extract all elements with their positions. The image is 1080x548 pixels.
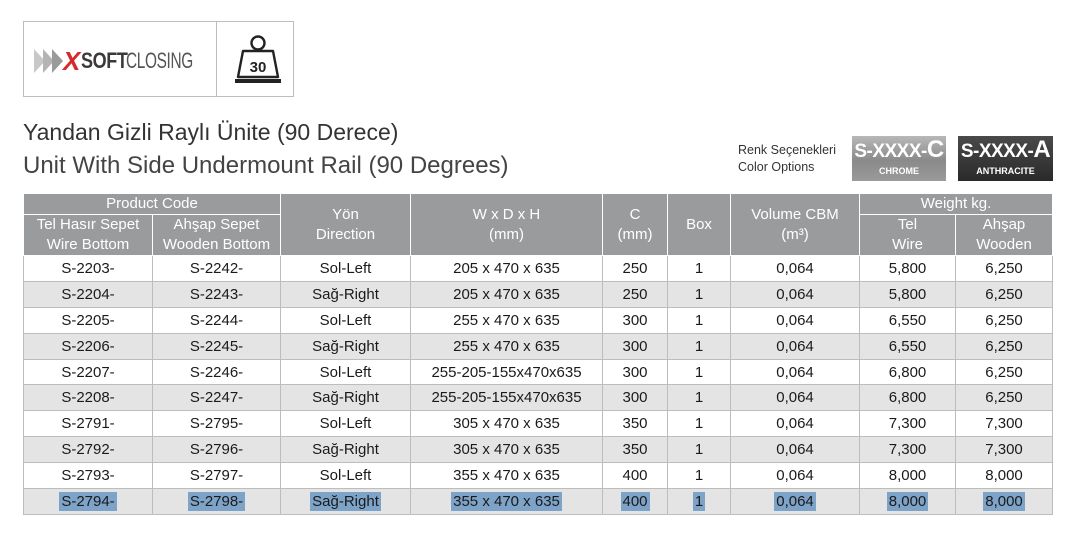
anthracite-swatch xyxy=(958,136,1053,181)
cell-c: 250 xyxy=(603,256,668,282)
cell-weight-wire: 6,550 xyxy=(860,333,956,359)
cell-direction: Sol-Left xyxy=(281,411,411,437)
cell-weight-wire: 8,000 xyxy=(860,463,956,489)
cell-wood-code: S-2246- xyxy=(153,359,281,385)
cell-volume: 0,064 xyxy=(731,411,860,437)
chrome-code-suffix: C xyxy=(926,136,944,163)
chrome-code-prefix: S-XXXX- xyxy=(854,141,927,162)
header-weight-wooden: Ahşap Wooden xyxy=(956,215,1053,256)
cell-volume: 0,064 xyxy=(731,256,860,282)
cell-direction: Sol-Left xyxy=(281,359,411,385)
cell-wood-code: S-2796- xyxy=(153,437,281,463)
logo-box xyxy=(23,21,294,97)
cell-weight-wood: 8,000 xyxy=(956,489,1053,515)
cell-volume: 0,064 xyxy=(731,333,860,359)
cell-c: 350 xyxy=(603,437,668,463)
cell-weight-wire: 5,800 xyxy=(860,281,956,307)
cell-direction: Sağ-Right xyxy=(281,385,411,411)
cell-dimensions: 305 x 470 x 635 xyxy=(411,437,603,463)
logo-closing: CLOSING xyxy=(126,48,193,73)
cell-box: 1 xyxy=(668,385,731,411)
cell-wood-code: S-2795- xyxy=(153,411,281,437)
cell-weight-wire: 5,800 xyxy=(860,256,956,282)
table-row xyxy=(24,411,1053,437)
cell-box: 1 xyxy=(668,463,731,489)
table-row xyxy=(24,307,1053,333)
table-row xyxy=(24,256,1053,282)
header-direction: Yön Direction xyxy=(281,194,411,256)
cell-weight-wood: 6,250 xyxy=(956,333,1053,359)
cell-volume: 0,064 xyxy=(731,385,860,411)
cell-box: 1 xyxy=(668,333,731,359)
cell-box: 1 xyxy=(668,359,731,385)
chrome-name: CHROME xyxy=(879,166,919,176)
header-weight-wire: Tel Wire xyxy=(860,215,956,256)
table-row xyxy=(24,385,1053,411)
chrome-code xyxy=(852,136,946,165)
cell-box: 1 xyxy=(668,256,731,282)
cell-wire-code: S-2204- xyxy=(24,281,153,307)
cell-dimensions: 355 x 470 x 635 xyxy=(411,463,603,489)
header-dimensions: W x D x H (mm) xyxy=(411,194,603,256)
cell-c: 300 xyxy=(603,359,668,385)
anthracite-name: ANTHRACITE xyxy=(976,166,1035,176)
cell-direction: Sağ-Right xyxy=(281,489,411,515)
cell-wood-code: S-2245- xyxy=(153,333,281,359)
arrows-icon xyxy=(34,49,61,73)
cell-weight-wire: 6,800 xyxy=(860,385,956,411)
cell-wire-code: S-2794- xyxy=(24,489,153,515)
table-row xyxy=(24,359,1053,385)
cell-dimensions: 255-205-155x470x635 xyxy=(411,385,603,411)
table-row xyxy=(24,437,1053,463)
cell-weight-wire: 7,300 xyxy=(860,437,956,463)
logo-x: X xyxy=(63,46,81,76)
cell-volume: 0,064 xyxy=(731,281,860,307)
chrome-swatch xyxy=(852,136,946,181)
table-row xyxy=(24,333,1053,359)
cell-volume: 0,064 xyxy=(731,489,860,515)
cell-wood-code: S-2243- xyxy=(153,281,281,307)
header-wooden-bottom: Ahşap Sepet Wooden Bottom xyxy=(153,215,281,256)
header-weight: Weight kg. xyxy=(860,194,1053,215)
cell-volume: 0,064 xyxy=(731,359,860,385)
cell-dimensions: 305 x 470 x 635 xyxy=(411,411,603,437)
cell-c: 400 xyxy=(603,463,668,489)
cell-wood-code: S-2247- xyxy=(153,385,281,411)
cell-c: 300 xyxy=(603,385,668,411)
cell-weight-wire: 6,550 xyxy=(860,307,956,333)
header-product-code: Product Code xyxy=(24,194,281,215)
color-options-label xyxy=(738,142,836,176)
cell-wood-code: S-2244- xyxy=(153,307,281,333)
cell-dimensions: 255-205-155x470x635 xyxy=(411,359,603,385)
table-row xyxy=(24,463,1053,489)
cell-c: 250 xyxy=(603,281,668,307)
anthracite-code-prefix: S-XXXX- xyxy=(960,141,1034,162)
header-box: Box xyxy=(668,194,731,256)
header-volume: Volume CBM (m³) xyxy=(731,194,860,256)
cell-box: 1 xyxy=(668,307,731,333)
cell-direction: Sağ-Right xyxy=(281,333,411,359)
cell-weight-wood: 6,250 xyxy=(956,385,1053,411)
cell-direction: Sol-Left xyxy=(281,307,411,333)
logo-divider xyxy=(216,22,217,96)
cell-weight-wire: 8,000 xyxy=(860,489,956,515)
cell-volume: 0,064 xyxy=(731,463,860,489)
cell-direction: Sağ-Right xyxy=(281,281,411,307)
cell-weight-wood: 8,000 xyxy=(956,463,1053,489)
cell-c: 300 xyxy=(603,333,668,359)
cell-wood-code: S-2798- xyxy=(153,489,281,515)
cell-c: 400 xyxy=(603,489,668,515)
cell-direction: Sol-Left xyxy=(281,463,411,489)
table-row xyxy=(24,281,1053,307)
cell-dimensions: 255 x 470 x 635 xyxy=(411,333,603,359)
logo-soft: SOFT xyxy=(81,48,128,73)
cell-weight-wire: 7,300 xyxy=(860,411,956,437)
header-c: C (mm) xyxy=(603,194,668,256)
anthracite-code-suffix: A xyxy=(1033,136,1051,163)
title-turkish: Yandan Gizli Raylı Ünite (90 Derece) xyxy=(23,119,399,145)
cell-box: 1 xyxy=(668,281,731,307)
cell-volume: 0,064 xyxy=(731,307,860,333)
cell-wire-code: S-2206- xyxy=(24,333,153,359)
header-wire-bottom: Tel Hasır Sepet Wire Bottom xyxy=(24,215,153,256)
cell-weight-wire: 6,800 xyxy=(860,359,956,385)
cell-wire-code: S-2207- xyxy=(24,359,153,385)
cell-weight-wood: 7,300 xyxy=(956,437,1053,463)
cell-dimensions: 205 x 470 x 635 xyxy=(411,256,603,282)
cell-box: 1 xyxy=(668,411,731,437)
cell-weight-wood: 6,250 xyxy=(956,256,1053,282)
color-options-label-tr: Renk Seçenekleri xyxy=(738,143,836,157)
cell-wire-code: S-2205- xyxy=(24,307,153,333)
cell-wire-code: S-2791- xyxy=(24,411,153,437)
cell-dimensions: 355 x 470 x 635 xyxy=(411,489,603,515)
cell-weight-wood: 6,250 xyxy=(956,307,1053,333)
color-options-label-en: Color Options xyxy=(738,160,815,174)
weight-badge-text: 30 xyxy=(249,59,267,76)
weight-icon xyxy=(230,32,286,88)
cell-wire-code: S-2793- xyxy=(24,463,153,489)
cell-wire-code: S-2792- xyxy=(24,437,153,463)
cell-volume: 0,064 xyxy=(731,437,860,463)
cell-wire-code: S-2203- xyxy=(24,256,153,282)
cell-wire-code: S-2208- xyxy=(24,385,153,411)
cell-dimensions: 255 x 470 x 635 xyxy=(411,307,603,333)
cell-direction: Sol-Left xyxy=(281,256,411,282)
table-row xyxy=(24,489,1053,515)
cell-dimensions: 205 x 470 x 635 xyxy=(411,281,603,307)
title-english: Unit With Side Undermount Rail (90 Degrees) xyxy=(23,152,509,179)
cell-wood-code: S-2242- xyxy=(153,256,281,282)
cell-direction: Sağ-Right xyxy=(281,437,411,463)
product-table xyxy=(23,193,1053,515)
cell-c: 300 xyxy=(603,307,668,333)
anthracite-code xyxy=(958,136,1053,165)
cell-c: 350 xyxy=(603,411,668,437)
cell-weight-wood: 6,250 xyxy=(956,359,1053,385)
cell-box: 1 xyxy=(668,489,731,515)
softclosing-logo xyxy=(34,46,222,76)
cell-weight-wood: 7,300 xyxy=(956,411,1053,437)
cell-wood-code: S-2797- xyxy=(153,463,281,489)
cell-box: 1 xyxy=(668,437,731,463)
cell-weight-wood: 6,250 xyxy=(956,281,1053,307)
